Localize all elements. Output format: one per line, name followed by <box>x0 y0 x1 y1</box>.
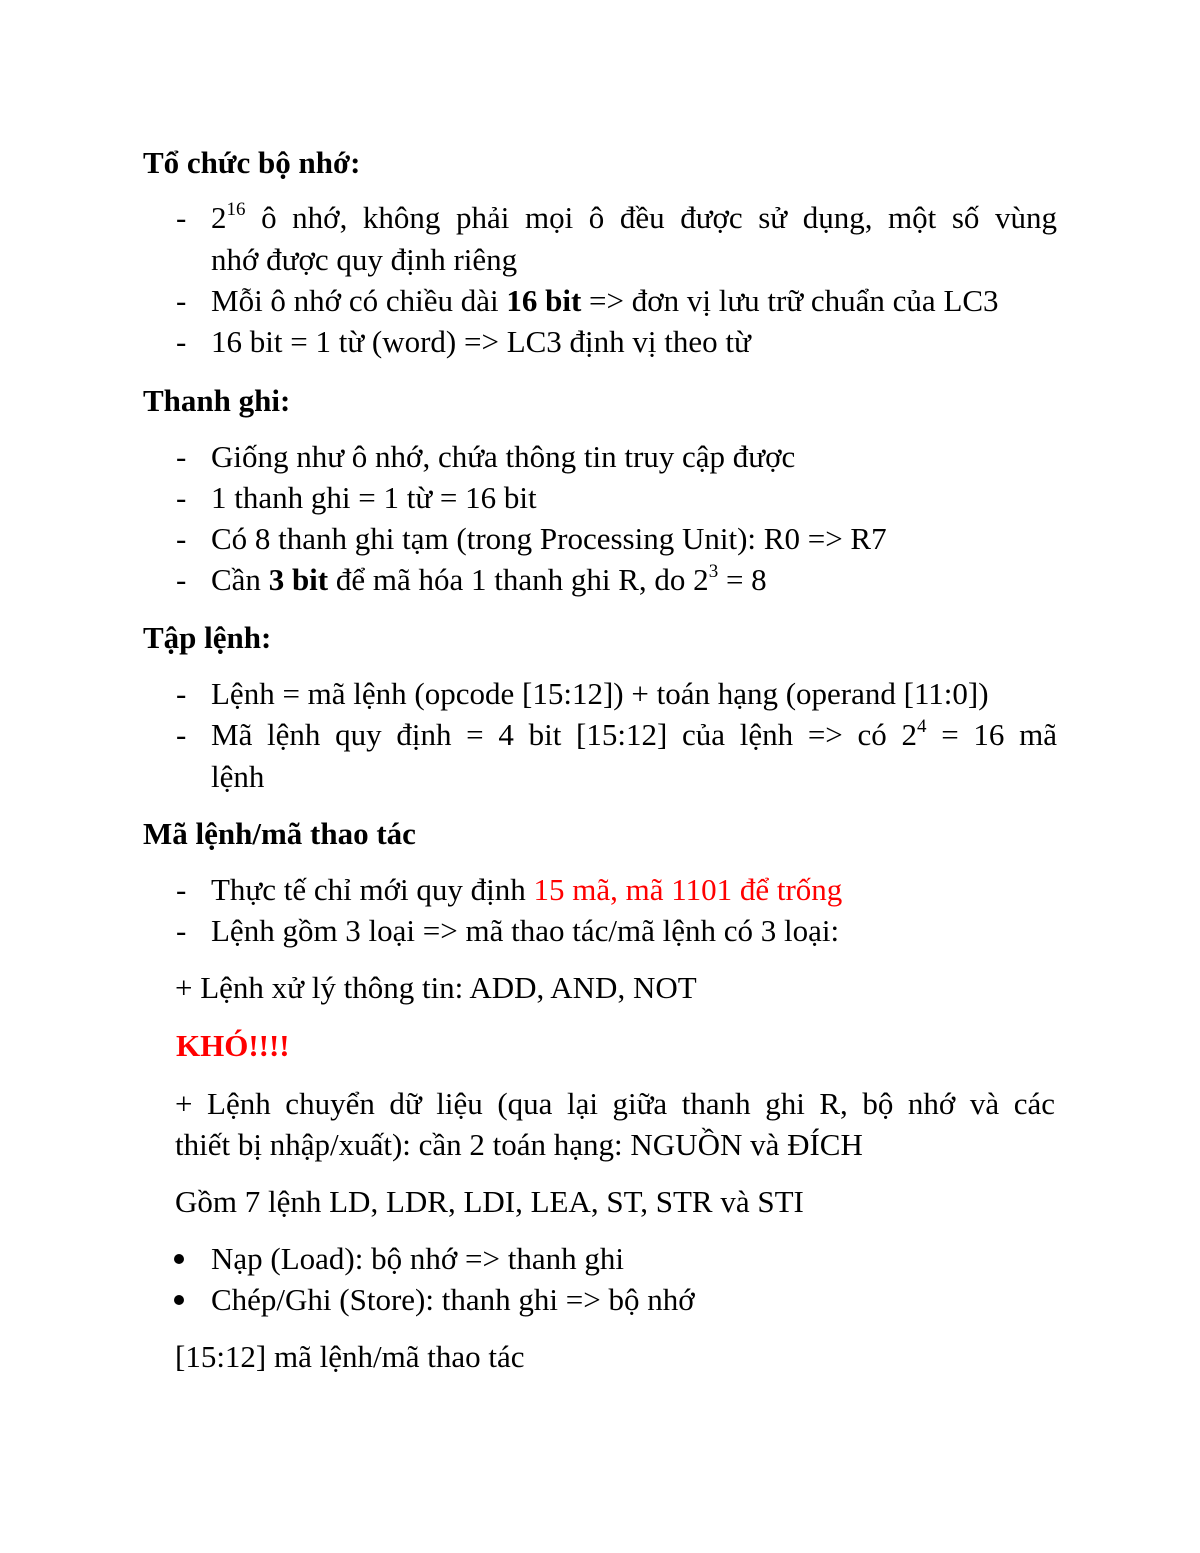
list-item-text: Giống như ô nhớ, chứa thông tin truy cập được <box>211 439 796 474</box>
dash-marker: - <box>176 717 187 752</box>
bullet-icon <box>174 1254 184 1264</box>
list-item-text: Lệnh gồm 3 loại => mã thao tác/mã lệnh có 3 loại: <box>211 913 840 948</box>
list-item-continuation: nhớ được quy định riêng <box>211 242 518 277</box>
text: Mã lệnh quy định = 4 bit [15:12] của lệnh => có 2 <box>211 717 917 752</box>
list-item-continuation: lệnh <box>211 759 265 794</box>
dash-marker: - <box>176 283 187 318</box>
dash-marker: - <box>176 324 187 359</box>
hard-note: KHÓ!!!! <box>176 1028 290 1063</box>
list-item-text: Lệnh = mã lệnh (opcode [15:12]) + toán hạng (operand [11:0]) <box>211 676 989 711</box>
list-item-text: 1 thanh ghi = 1 từ = 16 bit <box>211 480 537 515</box>
plus-item-transfer-cont: thiết bị nhập/xuất): cần 2 toán hạng: NGUỒN và ĐÍCH <box>175 1127 863 1162</box>
text: Cần <box>211 562 269 597</box>
list-item-text <box>211 560 767 600</box>
heading-memory: Tổ chức bộ nhớ: <box>143 145 361 180</box>
heading-registers: Thanh ghi: <box>143 383 291 418</box>
text: 2 <box>211 200 227 235</box>
superscript: 16 <box>226 199 246 220</box>
heading-instructions: Tập lệnh: <box>143 620 272 655</box>
text: + Lệnh chuyển dữ liệu (qua lại giữa thanh ghi R, bộ nhớ và các <box>175 1086 1055 1121</box>
heading-opcode: Mã lệnh/mã thao tác <box>143 816 416 851</box>
bold-text: 16 bit <box>506 283 582 318</box>
list-item-text: 16 bit = 1 từ (word) => LC3 định vị theo từ <box>211 324 751 359</box>
superscript: 4 <box>916 716 927 737</box>
text: Thực tế chỉ mới quy định <box>211 872 534 907</box>
dash-marker: - <box>176 872 187 907</box>
bullet-text: Nạp (Load): bộ nhớ => thanh ghi <box>211 1241 624 1276</box>
bullet-icon <box>174 1295 184 1305</box>
text: Mỗi ô nhớ có chiều dài <box>211 283 507 318</box>
bullet-text: Chép/Ghi (Store): thanh ghi => bộ nhớ <box>211 1282 695 1317</box>
text: để mã hóa 1 thanh ghi R, do 2 <box>328 562 709 597</box>
bold-text: 3 bit <box>268 562 329 597</box>
dash-marker: - <box>176 439 187 474</box>
text: ô nhớ, không phải mọi ô đều được sử dụng, một số vùng <box>245 200 1057 235</box>
dash-marker: - <box>176 562 187 597</box>
plus-item-transfer <box>175 1084 1055 1124</box>
superscript: 3 <box>708 561 719 582</box>
list-item-text <box>211 715 1057 755</box>
dash-marker: - <box>176 913 187 948</box>
list-item-text <box>211 198 1057 238</box>
text: => đơn vị lưu trữ chuẩn của LC3 <box>581 283 999 318</box>
plus-item-processing: + Lệnh xử lý thông tin: ADD, AND, NOT <box>175 970 697 1005</box>
list-item-text: Có 8 thanh ghi tạm (trong Processing Unit): R0 => R7 <box>211 521 887 556</box>
highlight-text: 15 mã, mã 1101 để trống <box>533 872 843 907</box>
dash-marker: - <box>176 521 187 556</box>
text: = 8 <box>718 562 767 597</box>
bits-note: [15:12] mã lệnh/mã thao tác <box>175 1339 525 1374</box>
text: = 16 mã <box>926 717 1057 752</box>
dash-marker: - <box>176 676 187 711</box>
seven-instructions: Gồm 7 lệnh LD, LDR, LDI, LEA, ST, STR và STI <box>175 1184 804 1219</box>
dash-marker: - <box>176 480 187 515</box>
list-item-text <box>211 870 842 910</box>
dash-marker: - <box>176 200 187 235</box>
list-item-text <box>211 281 999 321</box>
